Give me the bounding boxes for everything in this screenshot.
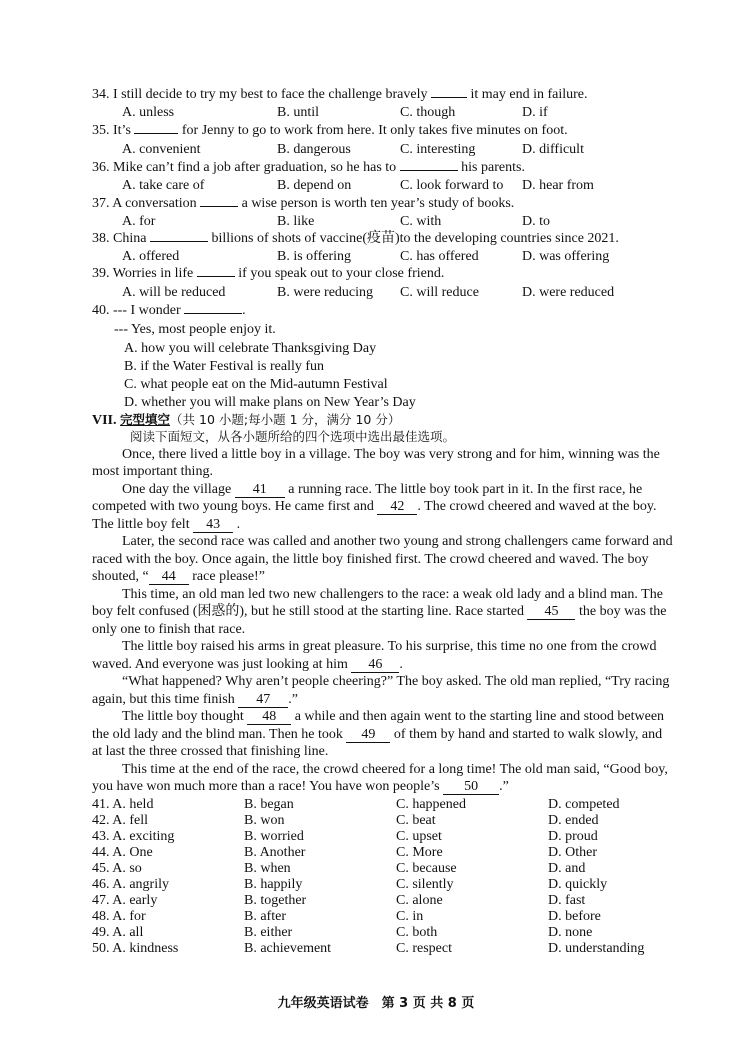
option-b: B. like — [277, 214, 315, 229]
cloze-option-a: 41. A. held — [92, 797, 154, 812]
question-38 — [92, 230, 619, 247]
option-d: D. was offering — [522, 249, 610, 264]
passage-line — [122, 481, 642, 498]
passage-text: waved. And everyone was just looking at him — [92, 657, 348, 672]
question-text: 36. Mike can’t find a job after graduation, so he has to — [92, 160, 397, 175]
blank-43: 43 — [193, 517, 233, 533]
option-a: A. offered — [122, 249, 180, 264]
passage-text: you have won much more than a race! You have won people’s — [92, 779, 440, 794]
cloze-option-a: 44. A. One — [92, 845, 153, 860]
cloze-option-a: 48. A. for — [92, 909, 146, 924]
cloze-option-d: D. none — [548, 925, 593, 940]
passage-text: . — [399, 657, 403, 672]
option-c: C. has offered — [400, 249, 479, 264]
passage-line — [92, 603, 666, 620]
option-a: A. unless — [122, 105, 175, 120]
passage-text: One day the village — [122, 482, 232, 497]
cloze-option-d: D. fast — [548, 893, 586, 908]
question-34 — [92, 86, 588, 103]
passage-text: a while and then again went to the starting line and stood between — [294, 709, 665, 724]
passage-text: .” — [288, 692, 298, 707]
passage-text: .” — [499, 779, 509, 794]
cloze-option-c: C. in — [396, 909, 424, 924]
cloze-option-d: D. quickly — [548, 877, 608, 892]
passage-text: The little boy thought — [122, 709, 244, 724]
cloze-option-b: B. after — [244, 909, 286, 924]
question-40 — [92, 302, 246, 319]
cloze-option-a: 47. A. early — [92, 893, 158, 908]
cloze-option-d: D. understanding — [548, 941, 645, 956]
question-35 — [92, 122, 568, 139]
cloze-option-c: C. respect — [396, 941, 452, 956]
option-a: A. convenient — [122, 142, 201, 157]
answer-blank — [200, 206, 238, 207]
passage-line: “What happened? Why aren’t people cheering?” The boy asked. The old man replied, “Try racing — [122, 674, 670, 689]
cloze-option-a: 43. A. exciting — [92, 829, 175, 844]
passage-line: The little boy raised his arms in great pleasure. To his surprise, this time no one from the crowd — [122, 639, 657, 654]
passage-text: race please!” — [192, 569, 265, 584]
section-note: （共 10 小题;每小题 1 分，满分 10 分） — [170, 412, 401, 427]
cloze-option-c: C. upset — [396, 829, 442, 844]
passage-text: boy felt confused (困惑的), but he still stood at the starting line. Race started — [92, 604, 524, 619]
question-39 — [92, 265, 444, 282]
passage-text: a running race. The little boy took part in it. In the first race, he — [288, 482, 643, 497]
passage-line: most important thing. — [92, 464, 213, 479]
question-text-rest: it may end in failure. — [470, 87, 588, 102]
passage-text: . — [236, 517, 241, 532]
option-b: B. until — [277, 105, 320, 120]
question-text-rest: if you speak out to your close friend. — [238, 266, 445, 281]
answer-blank — [184, 313, 242, 314]
blank-45: 45 — [527, 604, 575, 620]
passage-line — [92, 516, 240, 533]
option-d: D. were reduced — [522, 285, 615, 300]
cloze-option-d: D. competed — [548, 797, 620, 812]
blank-49: 49 — [346, 727, 390, 743]
option-c: C. interesting — [400, 142, 476, 157]
passage-line — [92, 656, 403, 673]
answer-blank — [134, 133, 178, 134]
question-36 — [92, 159, 525, 176]
question-text: 35. It’s — [92, 123, 131, 138]
passage-line: Later, the second race was called and another two young and strong challengers came forward and — [122, 534, 673, 549]
cloze-option-c: C. because — [396, 861, 457, 876]
blank-50: 50 — [443, 779, 499, 795]
cloze-option-b: B. Another — [244, 845, 306, 860]
option-c: C. with — [400, 214, 442, 229]
blank-46: 46 — [351, 657, 399, 673]
cloze-option-b: B. began — [244, 797, 294, 812]
question-text: 39. Worries in life — [92, 266, 194, 281]
cloze-option-c: C. More — [396, 845, 443, 860]
question-text: 37. A conversation — [92, 196, 197, 211]
question-text: 34. I still decide to try my best to face the challenge bravely — [92, 87, 428, 102]
blank-48: 48 — [247, 709, 291, 725]
cloze-option-c: C. alone — [396, 893, 443, 908]
option-c: C. what people eat on the Mid-autumn Festival — [124, 377, 388, 392]
option-a: A. for — [122, 214, 156, 229]
cloze-option-b: B. achievement — [244, 941, 332, 956]
passage-text: competed with two young boys. He came first and — [92, 499, 374, 514]
option-d: D. hear from — [522, 178, 594, 193]
cloze-option-c: C. silently — [396, 877, 454, 892]
option-b: B. is offering — [277, 249, 352, 264]
passage-text: . The crowd cheered and waved at the boy. — [417, 499, 657, 514]
option-d: D. if — [522, 105, 548, 120]
question-text-rest: billions of shots of vaccine(疫苗)to the developing countries since 2021. — [211, 231, 619, 246]
question-text: 40. --- I wonder — [92, 303, 181, 318]
cloze-option-b: B. either — [244, 925, 293, 940]
passage-line — [92, 691, 298, 708]
passage-text: The little boy felt — [92, 517, 190, 532]
cloze-option-a: 45. A. so — [92, 861, 142, 876]
answer-blank — [431, 97, 467, 98]
question-37 — [92, 195, 514, 212]
cloze-option-a: 50. A. kindness — [92, 941, 179, 956]
passage-text: of them by hand and started to walk slowly, and — [393, 727, 663, 742]
passage-line — [122, 708, 664, 725]
page-footer: 九年级英语试卷 第 3 页 共 8 页 — [277, 996, 475, 1011]
question-text-rest: his parents. — [461, 160, 525, 175]
question-text-rest: for Jenny to go to work from here. It only takes five minutes on foot. — [181, 123, 568, 138]
option-a: A. how you will celebrate Thanksgiving Day — [124, 341, 377, 356]
option-d: D. whether you will make plans on New Year’s Day — [124, 395, 416, 410]
passage-text: again, but this time finish — [92, 692, 235, 707]
question-text-rest: a wise person is worth ten year’s study of books. — [241, 196, 515, 211]
passage-line: This time, an old man led two new challengers to the race: a weak old lady and a blind man. The — [122, 587, 663, 602]
cloze-option-c: C. beat — [396, 813, 436, 828]
blank-47: 47 — [238, 692, 288, 708]
passage-line: only one to finish that race. — [92, 622, 246, 637]
cloze-option-a: 46. A. angrily — [92, 877, 169, 892]
answer-blank — [150, 241, 208, 242]
section-instruction: 阅读下面短文，从各小题所给的四个选项中选出最佳选项。 — [130, 429, 456, 444]
option-a: A. take care of — [122, 178, 205, 193]
cloze-option-b: B. won — [244, 813, 285, 828]
cloze-option-d: D. and — [548, 861, 586, 876]
cloze-option-b: B. when — [244, 861, 291, 876]
cloze-option-c: C. both — [396, 925, 438, 940]
passage-text: the old lady and the blind man. Then he took — [92, 727, 343, 742]
option-b: B. dangerous — [277, 142, 351, 157]
cloze-option-d: D. Other — [548, 845, 597, 860]
dialogue-reply: --- Yes, most people enjoy it. — [114, 322, 276, 337]
option-b: B. if the Water Festival is really fun — [124, 359, 325, 374]
cloze-option-a: 42. A. fell — [92, 813, 148, 828]
passage-text: the boy was the — [578, 604, 667, 619]
passage-line — [92, 498, 656, 515]
passage-line: raced with the boy. Once again, the little boy finished first. The crowd cheered and waved. The boy — [92, 552, 649, 567]
cloze-option-b: B. worried — [244, 829, 304, 844]
passage-line: at last the three crossed that finishing line. — [92, 744, 329, 759]
passage-line: Once, there lived a little boy in a village. The boy was very strong and for him, winning was the — [122, 447, 660, 462]
blank-42: 42 — [377, 499, 417, 515]
option-d: D. to — [522, 214, 550, 229]
passage-line — [92, 778, 509, 795]
option-c: C. will reduce — [400, 285, 479, 300]
passage-line — [92, 726, 662, 743]
option-b: B. were reducing — [277, 285, 374, 300]
answer-blank — [400, 170, 458, 171]
question-text-rest: . — [242, 303, 246, 318]
passage-line — [92, 568, 265, 585]
cloze-option-d: D. before — [548, 909, 601, 924]
cloze-option-b: B. happily — [244, 877, 303, 892]
section-number: VII. — [92, 413, 117, 428]
passage-line: This time at the end of the race, the crowd cheered for a long time! The old man said, “Good boy, — [122, 762, 668, 777]
section-title: 完型填空 — [120, 412, 171, 427]
blank-41: 41 — [235, 482, 285, 498]
passage-text: shouted, “ — [92, 569, 149, 584]
option-c: C. look forward to — [400, 178, 504, 193]
option-a: A. will be reduced — [122, 285, 226, 300]
option-c: C. though — [400, 105, 456, 120]
section-heading — [92, 411, 400, 429]
cloze-option-a: 49. A. all — [92, 925, 144, 940]
question-text: 38. China — [92, 231, 147, 246]
cloze-option-d: D. proud — [548, 829, 598, 844]
blank-44: 44 — [149, 569, 189, 585]
cloze-option-b: B. together — [244, 893, 307, 908]
cloze-option-d: D. ended — [548, 813, 599, 828]
option-b: B. depend on — [277, 178, 352, 193]
answer-blank — [197, 276, 235, 277]
cloze-option-c: C. happened — [396, 797, 466, 812]
option-d: D. difficult — [522, 142, 584, 157]
